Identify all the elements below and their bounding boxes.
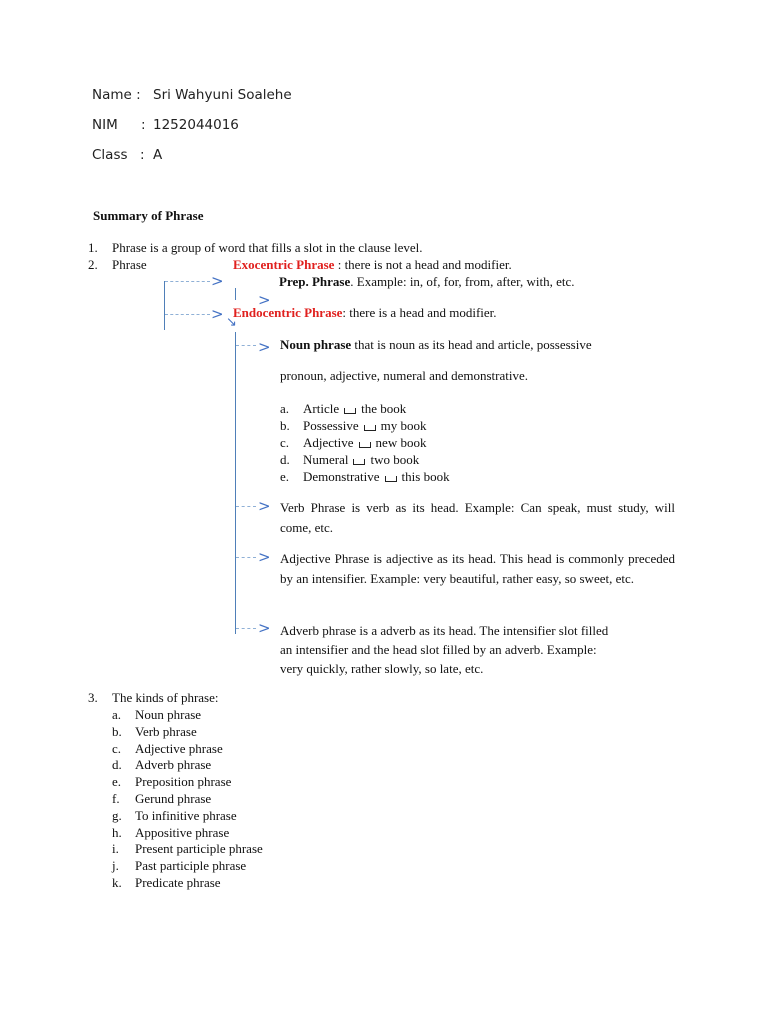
item-three-number: 3. <box>88 690 98 705</box>
verb-phrase-paragraph: Verb Phrase is verb as its head. Example: Can speak, must study, will come, etc. <box>280 500 675 535</box>
endocentric-dashed-connector <box>165 314 210 315</box>
list-item-text: Present participle phrase <box>135 841 263 857</box>
class-label: Class <box>92 147 128 163</box>
endocentric-down-arrow-icon: ↘ <box>226 315 237 330</box>
adverb-phrase-line-2: an intensifier and the head slot filled by an adverb. Example: <box>280 642 597 657</box>
example-label: Numeral <box>303 452 349 467</box>
nim-label: NIM <box>92 117 118 133</box>
endocentric-line <box>233 305 497 321</box>
list-item-text: Preposition phrase <box>135 774 232 790</box>
list-item-letter: g. <box>112 807 122 823</box>
item-one-text: Phrase is a group of word that fills a slot in the clause level. <box>112 240 423 255</box>
list-item-text: Appositive phrase <box>135 824 230 840</box>
exocentric-term: Exocentric Phrase <box>233 257 335 272</box>
exocentric-line <box>233 257 512 273</box>
noun-phrase-line <box>280 337 592 353</box>
prep-vertical-connector <box>235 288 236 300</box>
list-item-text: Verb phrase <box>135 723 197 739</box>
list-item-letter: d. <box>280 452 290 467</box>
prep-phrase-term: Prep. Phrase <box>279 274 351 289</box>
noun-arrow-icon: > <box>258 338 271 356</box>
list-item-letter: a. <box>280 401 290 416</box>
adjective-arrow-icon: > <box>258 548 271 566</box>
list-item-text: Gerund phrase <box>135 790 212 806</box>
verb-dashed-connector <box>236 506 256 507</box>
class-colon: : <box>140 147 145 163</box>
noun-phrase-text: that is noun as its head and article, possessive <box>351 337 592 352</box>
list-item-letter: c. <box>280 435 290 450</box>
noun-dashed-connector <box>236 345 256 346</box>
list-item-text: To infinitive phrase <box>135 807 237 823</box>
list-item-letter: k. <box>112 874 122 890</box>
list-item-letter: i. <box>112 841 119 857</box>
list-item-letter: f. <box>112 790 120 806</box>
list-item-letter: c. <box>112 740 122 756</box>
class-value: A <box>153 147 163 163</box>
prep-arrow-icon: > <box>258 291 271 309</box>
prep-phrase-line <box>279 274 574 290</box>
endocentric-vertical-connector <box>235 332 236 634</box>
list-item-text: Past participle phrase <box>135 858 247 874</box>
example-label: Demonstrative <box>303 469 380 484</box>
adjective-phrase-paragraph: Adjective Phrase is adjective as its head. This head is commonly preceded by an intensifier. Example: very beautiful, rather easy, so sweet, etc. <box>280 551 675 586</box>
item-three-text: The kinds of phrase: <box>112 690 219 705</box>
bracket-arrow-icon <box>359 442 371 448</box>
example-label: Article <box>303 401 340 416</box>
example-value: the book <box>361 401 407 416</box>
list-item-text: Predicate phrase <box>135 874 221 890</box>
example-label: Possessive <box>303 418 359 433</box>
item-one-number: 1. <box>88 240 98 255</box>
endocentric-term: Endocentric Phrase <box>233 305 343 320</box>
adverb-phrase-line-3: very quickly, rather slowly, so late, etc. <box>280 661 484 676</box>
list-item-text: Adverb phrase <box>135 757 212 773</box>
example-value: two book <box>370 452 420 467</box>
bracket-arrow-icon <box>353 459 365 465</box>
noun-phrase-line-2: pronoun, adjective, numeral and demonstrative. <box>280 368 529 383</box>
list-item-letter: b. <box>112 723 122 739</box>
list-item-text <box>303 468 450 485</box>
list-item-text: Adjective phrase <box>135 740 223 756</box>
adverb-arrow-icon: > <box>258 619 271 637</box>
list-item-letter: e. <box>280 469 290 484</box>
example-value: my book <box>380 418 427 433</box>
exocentric-definition: : there is not a head and modifier. <box>334 257 512 272</box>
bracket-arrow-icon <box>364 425 376 431</box>
list-item-text <box>303 434 426 451</box>
adverb-dashed-connector <box>236 628 256 629</box>
bracket-arrow-icon <box>344 408 356 414</box>
exocentric-arrow-icon: > <box>211 272 224 290</box>
verb-arrow-icon: > <box>258 497 271 515</box>
list-item-letter: h. <box>112 824 122 840</box>
item-two-number: 2. <box>88 257 98 272</box>
list-item-text <box>303 400 406 417</box>
example-value: this book <box>401 469 450 484</box>
item-two-text: Phrase <box>112 257 147 272</box>
adjective-dashed-connector <box>236 557 256 558</box>
list-item-letter: e. <box>112 774 122 790</box>
list-item-letter: d. <box>112 757 122 773</box>
list-item-text: Noun phrase <box>135 707 202 722</box>
nim-colon: : <box>141 117 146 133</box>
noun-phrase-term: Noun phrase <box>280 337 352 352</box>
list-item-text <box>303 451 419 468</box>
name-label: Name : <box>92 87 141 103</box>
bracket-arrow-icon <box>385 476 397 482</box>
adverb-phrase-line-1: Adverb phrase is a adverb as its head. The intensifier slot filled <box>280 623 609 638</box>
list-item-letter: j. <box>112 858 119 874</box>
prep-phrase-text: . Example: in, of, for, from, after, with, etc. <box>350 274 575 289</box>
left-vertical-connector <box>164 281 165 330</box>
nim-value: 1252044016 <box>153 117 239 133</box>
list-item-letter: a. <box>112 707 122 722</box>
endocentric-arrow-icon: > <box>211 305 224 323</box>
exocentric-dashed-connector <box>165 281 210 282</box>
name-value: Sri Wahyuni Soalehe <box>153 87 292 103</box>
list-item-text <box>303 417 427 434</box>
endocentric-definition: : there is a head and modifier. <box>342 305 497 320</box>
page-title: Summary of Phrase <box>93 208 204 223</box>
example-value: new book <box>375 435 427 450</box>
list-item-letter: b. <box>280 418 290 433</box>
example-label: Adjective <box>303 435 354 450</box>
